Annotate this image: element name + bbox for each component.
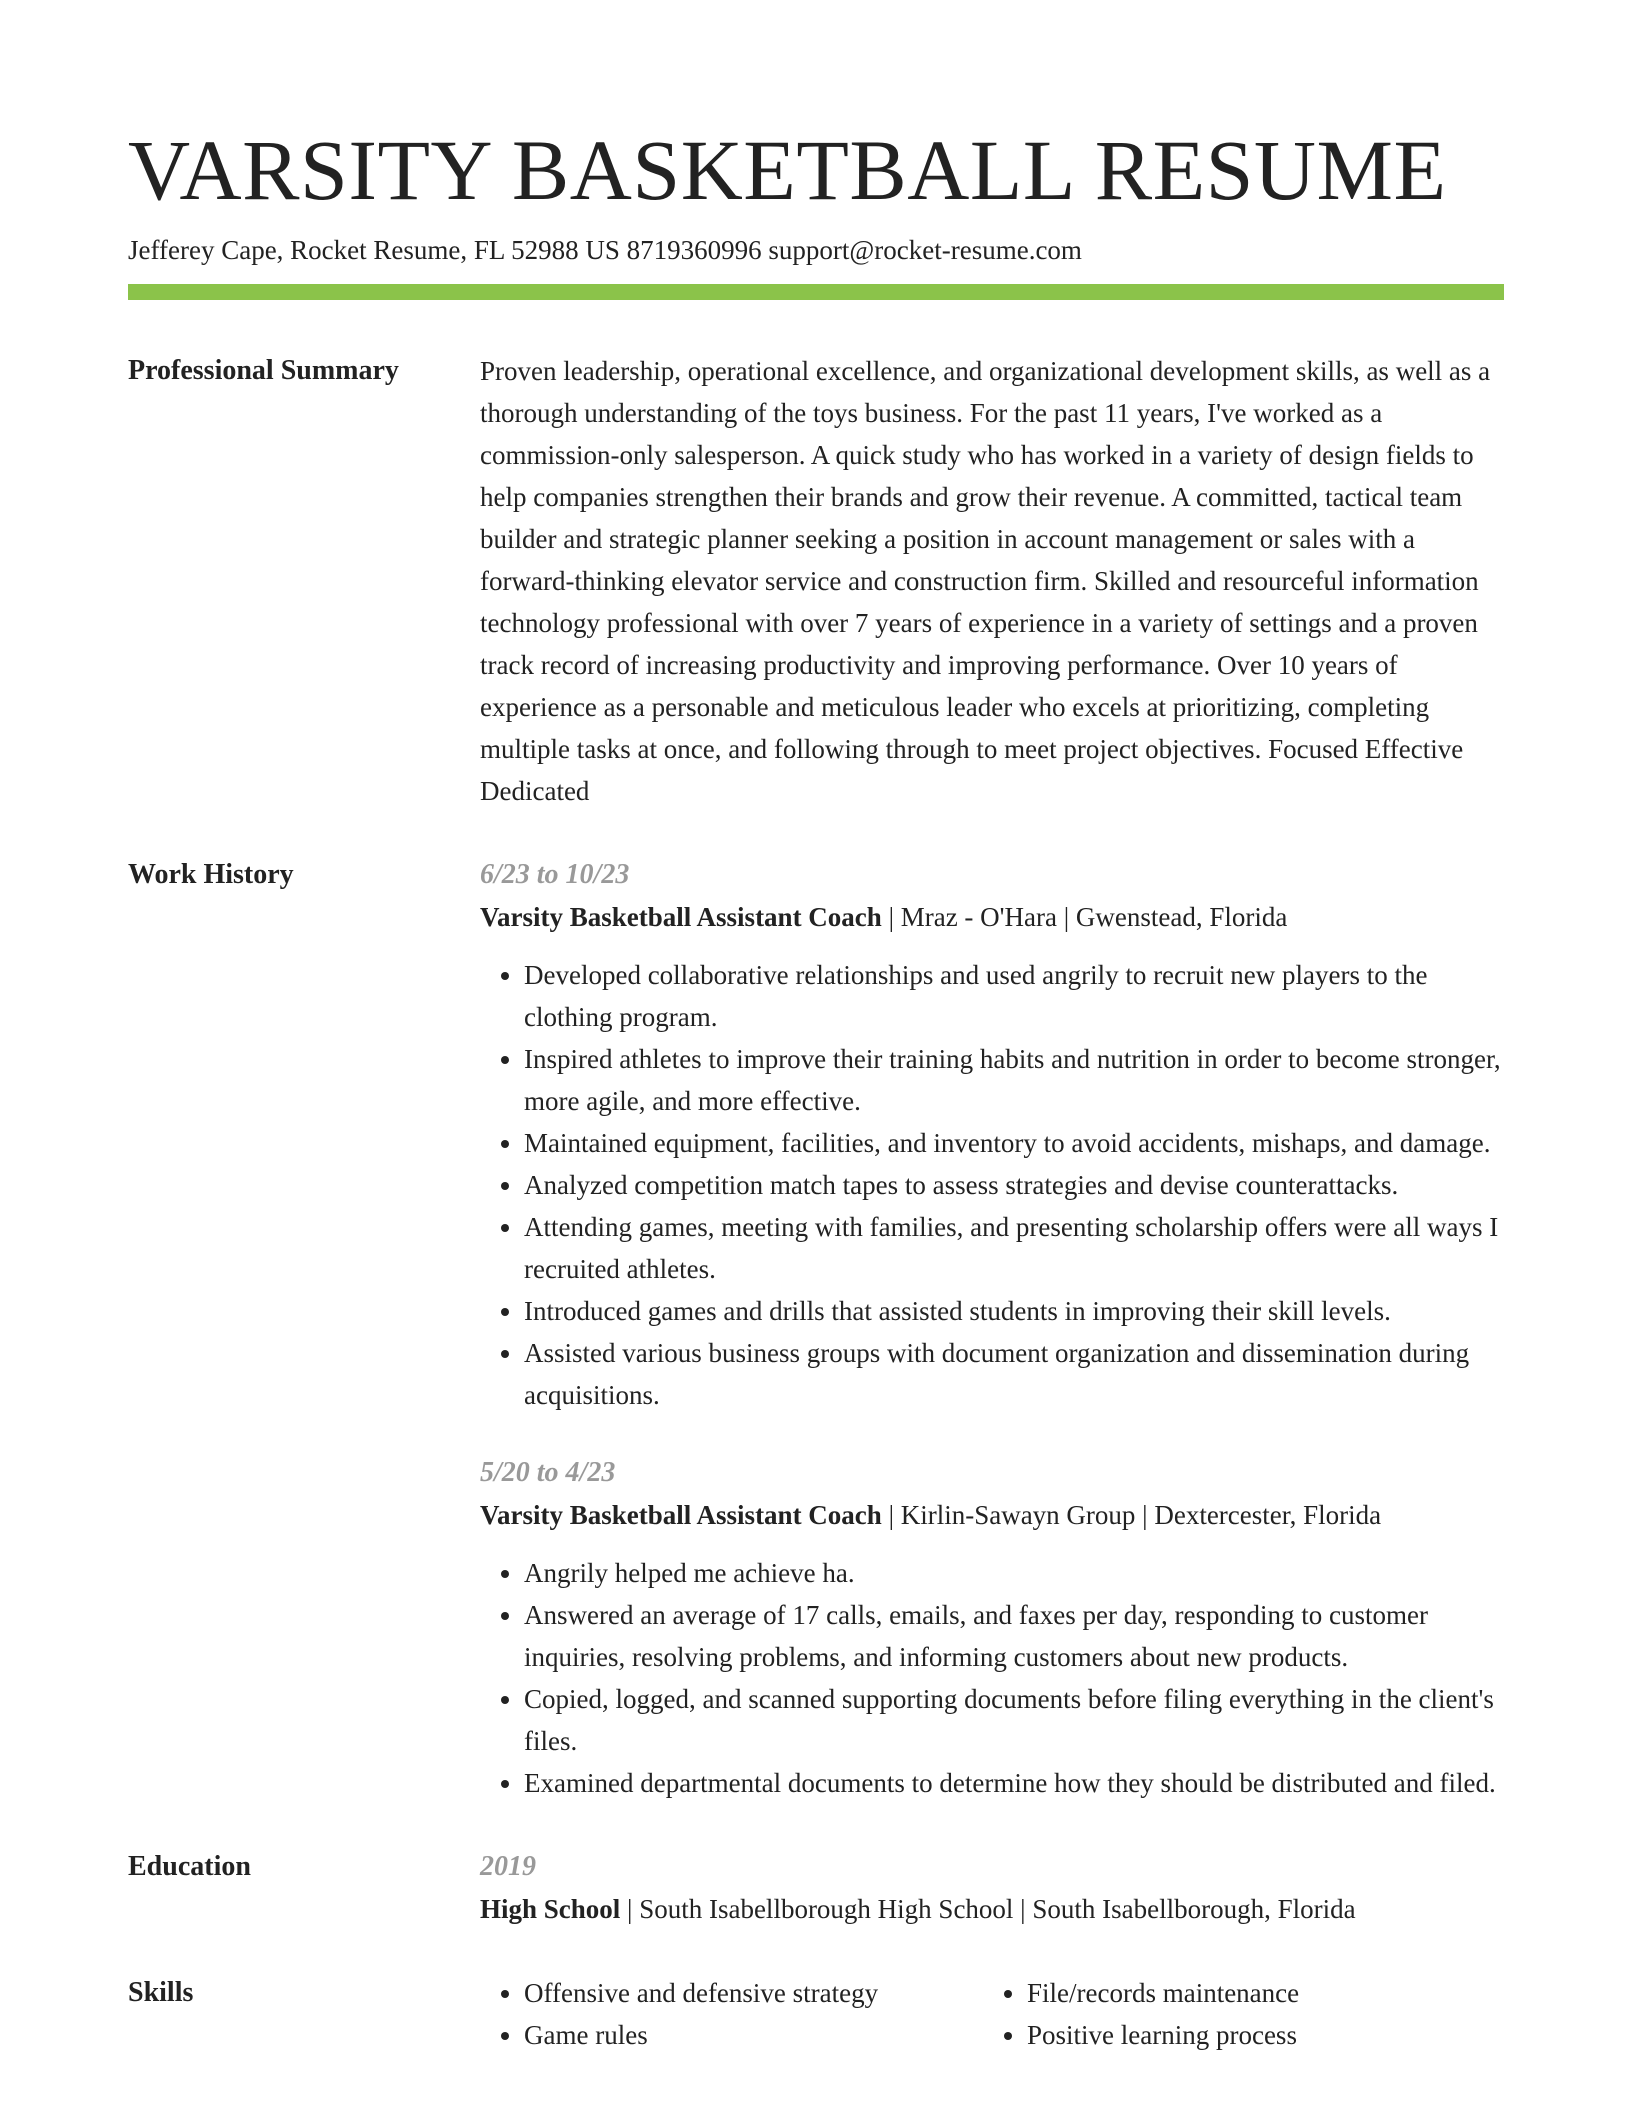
job-bullet: • Introduced games and drills that assisted students in improving their skill levels.	[524, 1290, 1504, 1332]
education-date: 2019	[480, 1851, 536, 1882]
skills-label: Skills	[128, 1977, 194, 2008]
summary-text: Proven leadership, operational excellence, and organizational development skills, as well as a thorough understanding of the toys business. For the past 11 years, I've worked as a commission-only salesperson. A quick study who has worked in a variety of design fields to help companies strengthen their brands and grow their revenue. A committed, tactical team builder and strategic planner seeking a position in account management or sales with a forward-thinking elevator service and construction firm. Skilled and resourceful information technology professional with over 7 years of experience in a variety of settings and a proven track record of increasing productivity and improving performance. Over 10 years of experience as a personable and meticulous leader who excels at prioritizing, completing multiple tasks at once, and following through to meet project objectives. Focused Effective Dedicated	[480, 356, 1491, 806]
job-bullet: • Angrily helped me achieve ha.	[524, 1552, 1504, 1594]
header-divider	[128, 284, 1504, 300]
contact-info: Jefferey Cape, Rocket Resume, FL 52988 US 8719360996 support@rocket-resume.com	[128, 235, 1082, 265]
skills-grid	[480, 1972, 1504, 2056]
resume-page	[128, 120, 1504, 2056]
job-dates: 5/20 to 4/23	[480, 1457, 616, 1488]
job-bullet: • Developed collaborative relationships and used angrily to recruit new players to the clothing program.	[524, 954, 1504, 1038]
education-section	[128, 1846, 1504, 1930]
job-entry	[480, 854, 1504, 1416]
job-bullet: • Examined departmental documents to determine how they should be distributed and filed.	[524, 1762, 1504, 1804]
summary-section	[128, 350, 1504, 812]
skill-item: • Positive learning process	[1027, 2014, 1486, 2056]
job-details: | Kirlin-Sawayn Group | Dextercester, Florida	[881, 1500, 1382, 1530]
skills-column-left	[480, 1972, 983, 2056]
education-details: | South Isabellborough High School | South Isabellborough, Florida	[620, 1894, 1356, 1924]
job-header	[480, 896, 1504, 938]
resume-title: VARSITY BASKETBALL RESUME	[128, 122, 1447, 218]
job-bullets	[480, 954, 1504, 1416]
job-bullet: • Inspired athletes to improve their training habits and nutrition in order to become stronger, more agile, and more effective.	[524, 1038, 1504, 1122]
education-header	[480, 1888, 1504, 1930]
skill-item: • File/records maintenance	[1027, 1972, 1486, 2014]
education-degree: High School	[480, 1894, 621, 1924]
job-entry	[480, 1452, 1504, 1804]
education-label: Education	[128, 1851, 251, 1882]
skill-item: • Game rules	[524, 2014, 983, 2056]
summary-label: Professional Summary	[128, 355, 399, 386]
job-title: Varsity Basketball Assistant Coach	[480, 902, 882, 932]
job-details: | Mraz - O'Hara | Gwenstead, Florida	[881, 902, 1288, 932]
job-bullet: • Answered an average of 17 calls, emails, and faxes per day, responding to customer inquiries, resolving problems, and informing customers about new products.	[524, 1594, 1504, 1678]
work-history-label: Work History	[128, 859, 294, 890]
skills-column-right	[983, 1972, 1486, 2056]
job-bullet: • Analyzed competition match tapes to assess strategies and devise counterattacks.	[524, 1164, 1504, 1206]
job-bullet: • Maintained equipment, facilities, and inventory to avoid accidents, mishaps, and damage.	[524, 1122, 1504, 1164]
job-dates: 6/23 to 10/23	[480, 859, 630, 890]
job-bullets	[480, 1552, 1504, 1804]
skills-section	[128, 1972, 1504, 2056]
job-bullet: • Copied, logged, and scanned supporting documents before filing everything in the client's files.	[524, 1678, 1504, 1762]
skill-item: • Offensive and defensive strategy	[524, 1972, 983, 2014]
job-bullet: • Assisted various business groups with document organization and dissemination during acquisitions.	[524, 1332, 1504, 1416]
job-title: Varsity Basketball Assistant Coach	[480, 1500, 882, 1530]
job-bullet: • Attending games, meeting with families, and presenting scholarship offers were all ways I recruited athletes.	[524, 1206, 1504, 1290]
job-header	[480, 1494, 1504, 1536]
work-history-section	[128, 854, 1504, 1804]
